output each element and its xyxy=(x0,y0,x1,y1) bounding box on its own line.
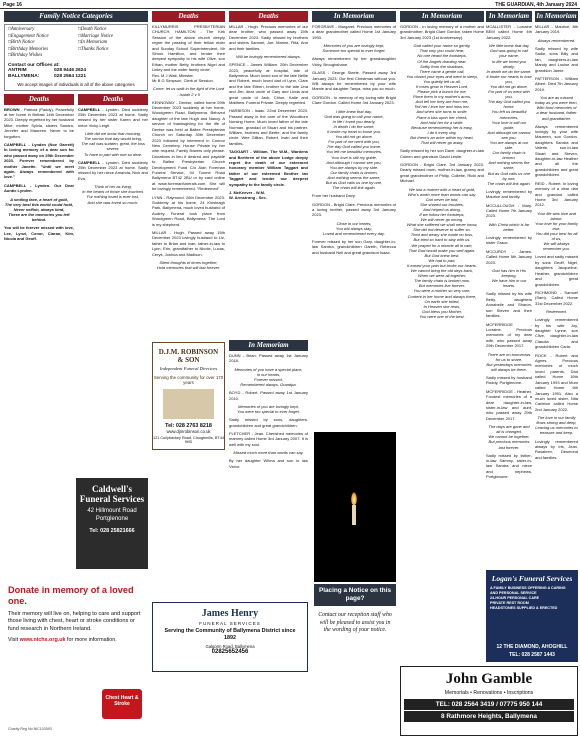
notice-mccurdy: Sadly missed by his wife Betty, daughters Annabelle and Sharon, son Steven and their families. xyxy=(486,291,532,319)
category-item: □ Thanks Notice xyxy=(78,47,144,54)
notice-gordon: Sadly missed by her son Dave, daughter-in-law Coleen and grandson David Leslie. xyxy=(400,148,484,159)
notice-patterson: PATTERSON - William Albert. Died 7th January 2019. xyxy=(535,75,578,92)
categories-box xyxy=(4,24,148,91)
in-memoriam-header: In Memoriam xyxy=(536,12,577,20)
notice-verse: Memories of you have a special place, In our hearts, Forever missed, Remembered always, Grandpa. xyxy=(234,366,303,388)
notice-taggart: TAGGART - William, The W.M., Wardens and Brethren of the above Lodge deeply regret the death of our esteemed honorary member William Taggart and father of our esteemed Brother Ian Taggart and tender our deepest sympathy to the family circle. xyxy=(229,149,308,187)
contact-table xyxy=(8,68,144,80)
notice-verse: There are no tomorrows for us to share, But yesterdays memories will always be there. xyxy=(486,351,532,372)
category-item: □ Engagement Notice xyxy=(8,34,74,41)
notice-dunn: DUNN - Brian. Passed away 1st January 2018. xyxy=(229,353,308,364)
column-memoriam-5 xyxy=(312,11,396,429)
page-number: Page 16 xyxy=(3,2,22,8)
gamble-address: 8 Rathmore Heights, Ballymena xyxy=(404,711,574,722)
caldwell-title: Caldwell's Funeral Services xyxy=(79,484,145,504)
logans-bullet: PRIVATE REST ROOM xyxy=(490,601,529,605)
notice-gordon: GORDON - In memory of my loving wife Brigid Clare Gordon. Called Home 3rd January 2023. xyxy=(312,94,396,106)
candle xyxy=(352,505,356,525)
categories-list xyxy=(8,27,144,60)
logans-bullet: 24-HOUR PERSONAL CARE xyxy=(490,596,540,600)
notice-verse: The days are gone and all is changed, We cannot be together, But precious memories last forever. xyxy=(488,424,530,450)
henry-serving: Serving the Community of Ballymena District since 1892 xyxy=(164,628,296,641)
category-item: □ Anniversary xyxy=(8,27,74,34)
djm-address: 121 Cullybackey Road, Cloughmills, BT44 9HD xyxy=(153,436,224,444)
category-item: □ Marriage Notice xyxy=(78,34,144,41)
notice-rock: Lovingly remembered always by Iris, Jean, Rosaleen, Desmond and families. xyxy=(535,438,578,460)
notice-verse: Think of her as living, In the hearts of those she touched, For nothing loved is ever lost, And she was loved so much. xyxy=(82,184,144,205)
notice-mcallister: MCALLISTER - Lorraine BEM called Home 4th January 2022. xyxy=(486,24,532,40)
notice-forgrave: Always remembered by her granddaughter Vicky, Broughshane. xyxy=(312,56,396,67)
category-item: □ Birthday Memories xyxy=(8,47,74,54)
djm-robinson-ad xyxy=(152,342,225,450)
djm-web: www.djmrobinson.co.uk xyxy=(166,429,211,434)
notice-mcferridge: Sadly missed by father-in-law Sammy, sister-in-law Sandra and niece and nephews, Portglenone. xyxy=(486,452,532,480)
logans-title: Logan's Funeral Services xyxy=(491,574,573,583)
placing-notice-ad xyxy=(314,584,396,735)
notice-forgrave: FORGRAVE - Margaret. Precious memories of a dear grandmother called Home 1st January 1993. xyxy=(312,24,396,40)
office-phone: 028 9446 2624 xyxy=(54,67,87,73)
notice-millar: Sadly missed by wife Sadie, sons Billy and Ian, daughters-in-law Mandy and Louise and grandson Jamie. xyxy=(535,45,578,73)
notice-mccurdy: MCCURDY - James. Called Home 5th January 2023. xyxy=(486,248,532,265)
placing-title: Placing a Notice on this page? xyxy=(314,584,396,606)
deaths-header: Deaths xyxy=(78,94,148,105)
notice-verse: Redeemed. xyxy=(546,309,567,315)
notice-verse: Silent thoughts of times together, Hold memories that will last forever. xyxy=(156,260,221,271)
charity-number: Charity Reg No NIC103593 xyxy=(8,727,52,731)
notice-verse: Your life was love and labour, Your love for your family true, You did your best for all of us, We will always remember you. xyxy=(535,210,578,252)
notice-verse: We little knew that day God was going to call your name, In life we loved you dearly, In death we do the same. It broke our hearts to lose you, You did not go alone, For part of us went with you, The day God called you home. You left us beautiful memories, Your love is still our guide, And although we cannot see you, You are always at our side. Our family chain is broken, And nothing seems the same, But as God calls us one by one, The chain will link again. xyxy=(486,43,532,186)
column-memoriam-6 xyxy=(400,11,484,733)
notice-mccullough: MCCULLOUGH - Mary. Called Home 7th January 2023. xyxy=(486,202,532,219)
notice-verse: I little knew that day, God was going to call your name, In life I loved you dearly, In death I do the same. It broke my heart to loose you, You did not go alone, For part of me went with you, The day God called you home. You left me beautiful memories, Your love is still my guide, And although I cannot see you, You are always by my side. Our family chain is broken, And nothing seems the same, But as God calls us one by one, The chain will link again. xyxy=(324,108,384,191)
henry-address: Galgorm Road, Ballymena xyxy=(205,644,255,650)
donate-headline: Donate in memory of a loved one. xyxy=(8,585,134,606)
contact-title: Contact our Offices at: xyxy=(8,62,60,68)
notice-campbell: CAMPBELL - Lynden. Our Dear Auntie Lynden. xyxy=(4,182,74,194)
notice-richmond: Lovingly remembered by his wife Joy, daughter Lynne, son Clive, daughter-in-law Claudia and grandchildren Carla. xyxy=(535,317,578,350)
notice-lynn: LYNN - Raymond. 26th December 2023. Suddenly at his home, 24 Kinsleagh Park, Ballymena, much loved husband of Audrey. Funeral took place from Woodgreen Road, Ballymena. The Lord is my shepherd. xyxy=(152,194,225,227)
notice-reid: Loved and sadly missed by sons Geoff, Nigel, daughters Jacqueline, Heather, grandchildren and great grandchildren. xyxy=(535,254,578,287)
notice-verse: Missed much more than words can say. xyxy=(233,450,304,456)
logans-bullet: A FAMILY BUSINESS OFFERING A CARING AND PERSONAL SERVICE xyxy=(490,586,566,595)
notice-verse: Always remembered. xyxy=(537,37,576,43)
logans-tel: TEL: 028 2587 1443 xyxy=(509,652,555,658)
notice-spence: SPENCE - James William. 20th December 2023, peacefully at hospital, late of Ballymena. Much loved son of the late Nellie and Robert, much loved dad of Lynn, Clare and the late Eileen, brother to the late Una and Jim, dear uncle of Gary and Linda and great uncle of Jack, Chloe, Katie and Matthew. Funeral Private. Deeply regretted. xyxy=(229,62,308,105)
caldwell-tel: Tel: 028 25821666 xyxy=(89,528,135,534)
notice-millar: MILLAR - Maurice, 8th January 2019. xyxy=(535,24,578,35)
notice-verse: Memories of you are lovingly kept, You were too special to ever forget. xyxy=(237,404,300,415)
column-memoriam-7 xyxy=(486,11,532,567)
james-henry-ad xyxy=(152,602,308,672)
notice-mccullough: Lovingly remembered by sister Grace. xyxy=(486,235,532,246)
notice-verse: You are as missed today as you were then, With fond memories of a dear husband, father and grandfather. xyxy=(535,95,578,121)
column-deaths-4 xyxy=(229,11,308,341)
category-item: □ In Memoriam xyxy=(78,40,144,47)
notice-glass: GLASS - George Steele. Passed away 3rd January 2023. Our first Christmas without you. Will always be remembered by your wife Mamie and daughter Tanya, miss you so much. xyxy=(312,70,396,92)
category-item: □ Birthday Wishes xyxy=(8,53,74,60)
notice-mcferridge: Sadly missed by husband Roddy, Portglenone. xyxy=(486,374,532,386)
gamble-sub: Memorials • Renovations • Inscriptions xyxy=(444,690,534,696)
henry-title: James Henry xyxy=(201,608,259,619)
notice-closing: You will be forever missed with love, Lee, Lynzi, Conor, Ciaran, Kim, Nicola and Geoff. xyxy=(4,225,74,241)
gamble-tel: TEL: 028 2564 3419 / 07775 950 144 xyxy=(404,699,574,710)
category-item: □ Birth Notice xyxy=(8,40,74,47)
column-deaths-3 xyxy=(152,11,225,341)
notice-millar: MILLAR - Hugh. Precious memories of our dear brother, who passed away 15th December 2023. Sadly missed by brothers and sisters Samuel, Joe, Marine, Rita, Ann and their families. xyxy=(229,24,308,51)
notice-rock: ROCK - Robert and Agnes. Precious memories of much loved parents, Dad called Home 16th January 1993 and Mum called Home 6th January 1991. Also a much loved sister, Nita Carleton called Home 2nd January 2022. xyxy=(535,352,578,412)
notice-verse: Little did we know that morning, The sorrow that day would bring, The call was sudden, great, the loss severe, To have to part with one so dear. xyxy=(81,131,145,157)
caldwell-address: 42 Hillmount Road Portglenone xyxy=(87,508,137,522)
djm-serving: Serving the community for over 170 years xyxy=(153,375,224,385)
notice-campbell: CAMPBELL - Lynden (Noe Garrett) In loving memory of a dear son for who passed away on 25th December 2023. Forever remembered by mother Janette. "Until we meet again. Always remembered with love." xyxy=(4,142,74,180)
notice-harbison: HARBISON - Isaac. 22nd December 2023. Passed away in the care of the Woodburn Nursing Home. Much loved father of the late Norman, grandad of Stuart and his partner. William, brothers and Bertie, and the family circle. Wee Gillian, Robert, Irwin and their families. xyxy=(229,108,308,146)
candle-flame xyxy=(351,492,357,505)
notice-verse: With Christ which is far better. xyxy=(488,221,530,232)
notice-patterson: Always remembered lovingly by your wife Maureen, son Gordon, daughters Sandra and Valerie, son-in-law Stuart and Steven, daughter-in-law Heather and all the grandchildren and great grandchildren. xyxy=(535,123,578,178)
notice-gordon: From her husband Davy. xyxy=(312,193,356,199)
notice-millar: MILLAR - Hugh. Passed away 15th December 2023 lovingly husband to Liz, father to Brian and Ivan, father-in-law to Lynn, Erin, grandfather to Nicole, Lucas, Cerys, Joshua and Madison. xyxy=(152,230,225,257)
notice-gordon: GORDON - Brigid Clare. Precious memories of a loving mother, passed away 3rd January 2023. xyxy=(312,201,396,218)
notice-verse: God called your name so gently, That only you could hear, No one heard the footsteps, Of the Angels drawing near. Softly from the shadows, There came a gentle call, You closed your eyes and went to sleep, You quietly left us all, If roses grow in Heaven Lord, Please pick a bunch for me, Place them in my mother's arms, And tell her they are from me, Tell her I love her and miss her, And when she turns to smile, Place a kiss upon her cheek, And hold her for a while. Because remembering her is easy, I do it every day, But there's an ache within my heart, That will never go away. xyxy=(406,43,478,145)
notice-gordon: Forever missed by her son Gary, daughter-in-law Sandra, grandchildren Gareth, Rebecca and husband Neil and great grandson Isaac. xyxy=(312,239,396,255)
categories-title: Family Notice Categories xyxy=(4,11,148,22)
office-name: BALLYMENA: xyxy=(8,74,40,80)
notice-verse: The love in our family flows strong and deep, Leaving us memories to treasure and keep. xyxy=(535,415,578,436)
logans-bullets xyxy=(486,586,578,611)
logans-bullet: HEADSTONES SUPPLIED & ERECTED xyxy=(490,606,558,610)
notice-verse: Close in our hearts, You will always stay, Loved and remembered every day. xyxy=(323,220,385,236)
djm-sub: Independent Funeral Directors xyxy=(159,366,218,371)
deaths-header: Deaths xyxy=(229,11,308,22)
placing-body: Contact our reception staff who will be pleased to assist you in the wording of your notice. xyxy=(318,612,392,634)
notice-brown: BROWN - Patricia (Paddy), Peacefully at her home in Belfast 14th December 2023. Deeply regretted by her husband Mike, mother Sylvia, sisters Sandra, Jennifer and Maureen. Never to be forgotten. xyxy=(4,106,74,139)
john-gamble-ad xyxy=(400,666,578,736)
page-header xyxy=(0,0,580,9)
notice-verse: Come, let us walk in the light of the Lord - Isaiah 2 v 5 xyxy=(152,86,225,97)
chest-heart-stroke-ad xyxy=(4,575,148,735)
notice-verse: Will be lovingly remembered always. xyxy=(236,54,301,60)
notice-richmond: RICHMOND - Samuel (Sam). Called Home 31st December 2022. xyxy=(535,289,578,306)
notice-mcferridge: MCFERRIDGE - Heather. Fondest memories of a dear daughter-in-law, sister-in-law and aunt, who passed away 29th December 2017. xyxy=(486,388,532,421)
donate-visit: Visit www.nichs.org.uk for more information. xyxy=(8,637,117,644)
chs-logo: Chest Heart & Stroke xyxy=(102,689,142,719)
in-memoriam-header: In Memoriam xyxy=(486,11,532,22)
logans-address: 12 THE DIAMOND, AHOGHILL xyxy=(496,644,568,650)
djm-tel: Tel: 028 2763 8218 xyxy=(165,423,212,429)
henry-sub: FUNERAL SERVICES xyxy=(199,621,261,626)
column-memoriam-4 xyxy=(229,340,308,592)
notice-signoff: J. McKeever - W.M. W. Armstrong - Sec. xyxy=(229,190,267,201)
notice-verse: Memories of you are lovingly kept, Someone too special to ever forget. xyxy=(322,43,386,54)
notice-campbell: CAMPBELL - Lynden. Died suddenly 25th December 2023 at home. Sadly missed by her sister Karen and her niece Vicky-Leigh. xyxy=(78,106,148,128)
category-item: □ Death Notice xyxy=(78,27,144,34)
gamble-title: John Gamble xyxy=(445,671,533,687)
images-note: We accept images of individuals in all of the above categories xyxy=(17,82,135,88)
deaths-header: Deaths xyxy=(4,94,74,105)
notice-boyd: Sadly missed by sons, daughters, grandchildren and great grandchildren. xyxy=(229,417,308,428)
office-name: ANTRIM xyxy=(8,67,27,73)
notice-fletcher: FLETCHER - Jean. Cherished memories of mammy called Home 3rd January 2007. It is well with my soul. xyxy=(229,431,308,447)
deaths-column-b xyxy=(78,94,148,245)
in-memoriam-header: In Memoriam xyxy=(400,11,484,22)
henry-tel: 02825652456 xyxy=(211,649,249,656)
paper-dateline: THE GUARDIAN, 4th January 2024 xyxy=(495,2,577,8)
notice-boyd: BOYD - Robert. Passed away 1st January 2010. xyxy=(229,390,308,401)
donate-body: Their memory will live on, helping to care and support those living with chest, heart or stroke conditions or fund research in Northern Ireland. xyxy=(8,611,141,632)
notice-verse: God has him in His keeping, We have him in our hearts. xyxy=(491,268,527,289)
in-memoriam-header: In Memoriam xyxy=(229,340,308,351)
office-phone: 028 2564 1221 xyxy=(54,74,87,80)
notice-gordon: GORDON - Brigid Clare. 3rd January 2023. Dearly missed mum, mother-in-law, granny and great grandmother of Philip, Collette, Ricki and Michael. xyxy=(400,161,484,184)
logans-funeral-ad xyxy=(486,570,578,662)
caldwell-funeral-ad xyxy=(76,478,148,569)
deaths-column-a xyxy=(4,94,74,245)
notice-mcallister: Lovingly remembered by Maurice and family. xyxy=(486,188,532,200)
column-memoriam-8 xyxy=(535,11,578,567)
notice-gordon: GORDON - In loving memory of a mother and grandmother, Brigid Clare Gordon, taken Home 3rd January 2023 (1st Anniversary). xyxy=(400,24,484,40)
djm-building-picture xyxy=(163,389,214,419)
notice-verse: A smiling face, a heart of gold, The very best this world could hold, Never selfish, always kind, These are the memories you left behind. xyxy=(4,196,74,223)
in-memoriam-header: In Memoriam xyxy=(312,11,396,22)
deaths-header: Deaths xyxy=(152,11,225,22)
notice-reid: REID - Robert. In loving memory of a dear dad and grandad called Home 3rd January 2012. xyxy=(535,180,578,208)
notice-kennoway: KENNOWAY - Denise, called home 29th December 2023 suddenly at her home, Woodgreen Road, Ballymena. Beloved daughter of the late Hugh and Nancy. A service of thanksgiving for the life of Denise was held at Ballee Presbyterian Church on Saturday 30th December 2023 followed by interment in Connor New Cemetery. House Private by her own request. Family flowers only please. Donations in lieu if desired and payable to Ballee Presbyterian Church Development Fund C/o Alan Foreman Funeral Service, 94 Toome Road Ballymena BT42 2BU or by card online at www.foremanfunerals.com. She will be lovingly remembered. "Redeemed" xyxy=(152,99,225,192)
notice-fletcher: By her daughter Wilma and son in law Victor. xyxy=(229,458,308,469)
notice-kilmurris: KILLYMURRIS PRESBYTERIAN CHURCH, HAMILTON - The Kirk Session of the above church deeply regret the passing of their fellow elder and Sunday School Superintendent, Mr Simon Hamilton, and tender their deepest sympathy to his wife Olive, son Ethan, mother Betty, brothers Nigel and Linley and the wider family circle. Rev. M J Watt, Minister. Mr B G Simpson, Clerk of Session. xyxy=(152,24,225,84)
djm-title: D.J.M. ROBINSON & SON xyxy=(158,348,219,364)
notice-mcferridge: MCFERRIDGE - Lorraine. Precious memories of my dear wife, who passed away 29th December 2017. xyxy=(486,321,532,349)
notice-campbell: CAMPBELL - Lynden. Died suddenly 25th December 2023 at home. Sadly missed by her niece Amanda, Nick and Eva. xyxy=(78,159,148,181)
notice-verse: We lost a mother with a heart of gold, Who's worth more than words can say. Can never be told, She shared our troubles, And helped us along, If we follow her footsteps, We will never go wrong. What she suffered we shall never know, She did not deserve to suffer so. Tired and weary she made no fuss, But tried so hard to stay with us. We prayed for a miracle all in vain, That God would make you well again. But God knew best, We had to part, It eased your pain but broke our hearts. We cannot bring the old days back, When we were all together, The family chain is broken now, But memories live forever. You were a mother so very rare, Content in her home and always there, On earth she toiled, In Heaven she rests, God bless you Mother, You were one of the best. xyxy=(406,186,478,319)
